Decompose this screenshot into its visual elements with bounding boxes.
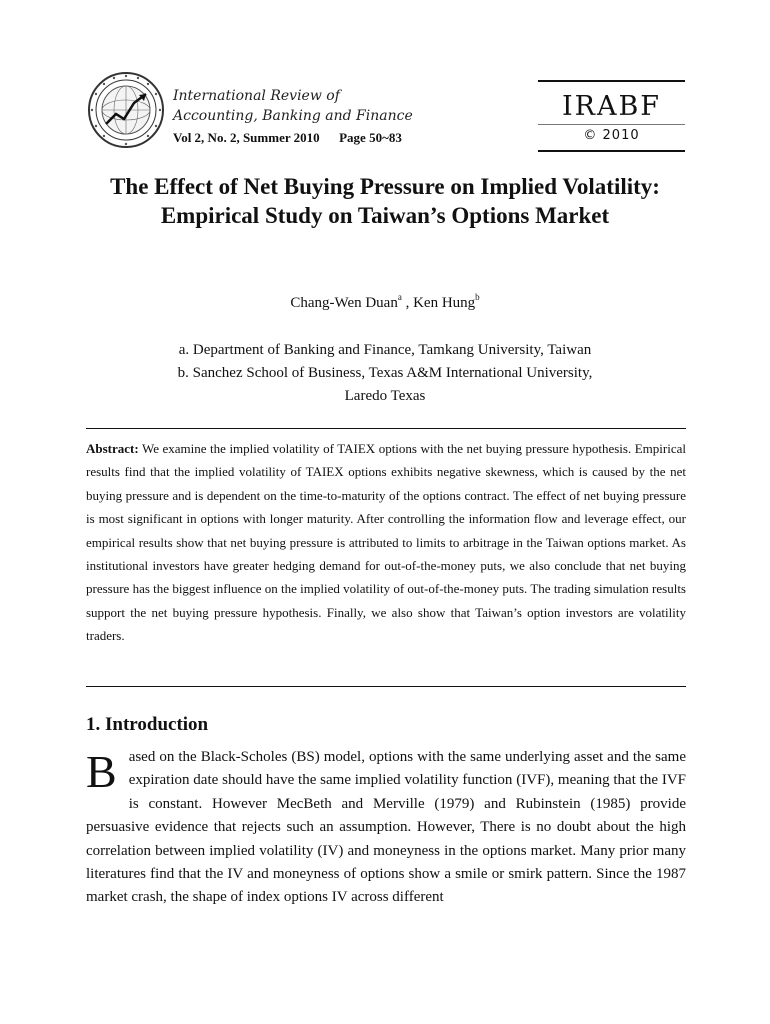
author-line: [100, 292, 670, 312]
intro-paragraph: [86, 746, 686, 910]
drop-cap: B: [86, 746, 117, 797]
paper-title: The Effect of Net Buying Pressure on Implied Volatility: Empirical Study on Taiwan’s Options Market: [110, 174, 660, 228]
abstract-text: We examine the implied volatility of TAIEX options with the net buying pressure hypothesis. Empirical results find that the implied volatility of TAIEX options exhibits negative skewness, which is caused by the net buying pressure and is dependent on the time-to-maturity of the options contract. The effect of net buying pressure is most significant in options with longer maturity. After controlling the information flow and leverage effect, our empirical results show that net buying pressure is attributed to limits to arbitrage in the Taiwan options market. As institutional investors have greater hedging demand for out-of-the-money puts, we also conclude that net buying pressure has the biggest influence on the implied volatility of out-of-the-money puts. The trading simulation results support the net buying pressure hypothesis. Finally, we also show that Taiwan’s option investors are volatility traders.: [86, 441, 686, 644]
badge-title: IRABF: [561, 91, 662, 122]
author-name: Chang-Wen Duan: [290, 295, 398, 311]
affiliations: [100, 339, 670, 408]
affiliation-marker: a: [397, 292, 402, 302]
affiliation-b-continued: Laredo Texas: [344, 388, 426, 404]
abstract: [86, 437, 686, 648]
abstract-top-rule: [86, 428, 686, 429]
author-separator: ,: [401, 295, 414, 311]
affiliation-b: b. Sanchez School of Business, Texas A&M International University,: [177, 365, 593, 381]
journal-name: [173, 86, 413, 126]
affiliation-marker: b: [475, 292, 480, 302]
journal-logo-seal: [86, 70, 166, 150]
journal-name-line2: Accounting, Banking and Finance: [173, 108, 413, 124]
author-name: Ken Hung: [413, 295, 476, 311]
intro-text: ased on the Black-Scholes (BS) model, options with the same underlying asset and the same expiration date should have the same implied volatility function (IVF), meaning that the IVF is constant. However MecBeth and Merville (1979) and Rubinstein (1985) provide persuasive evidence that rejects such an assumption. However, There is no doubt about the high correlation between implied volatility (IV) and moneyness in the options market. Many prior many literatures find that the IV and moneyness of options show a smile or smirk pattern. Since the 1987 market crash, the shape of index options IV across different: [86, 749, 686, 906]
section-heading: 1. Introduction: [86, 714, 209, 735]
issue-info: Vol 2, No. 2, Summer 2010 Page 50~83: [173, 130, 402, 145]
journal-badge: [538, 80, 685, 152]
journal-name-line1: International Review of: [173, 88, 340, 104]
abstract-label: Abstract:: [86, 441, 139, 456]
affiliation-a: a. Department of Banking and Finance, Tamkang University, Taiwan: [178, 342, 592, 358]
abstract-bottom-rule: [86, 686, 686, 687]
badge-year: © 2010: [583, 128, 640, 143]
